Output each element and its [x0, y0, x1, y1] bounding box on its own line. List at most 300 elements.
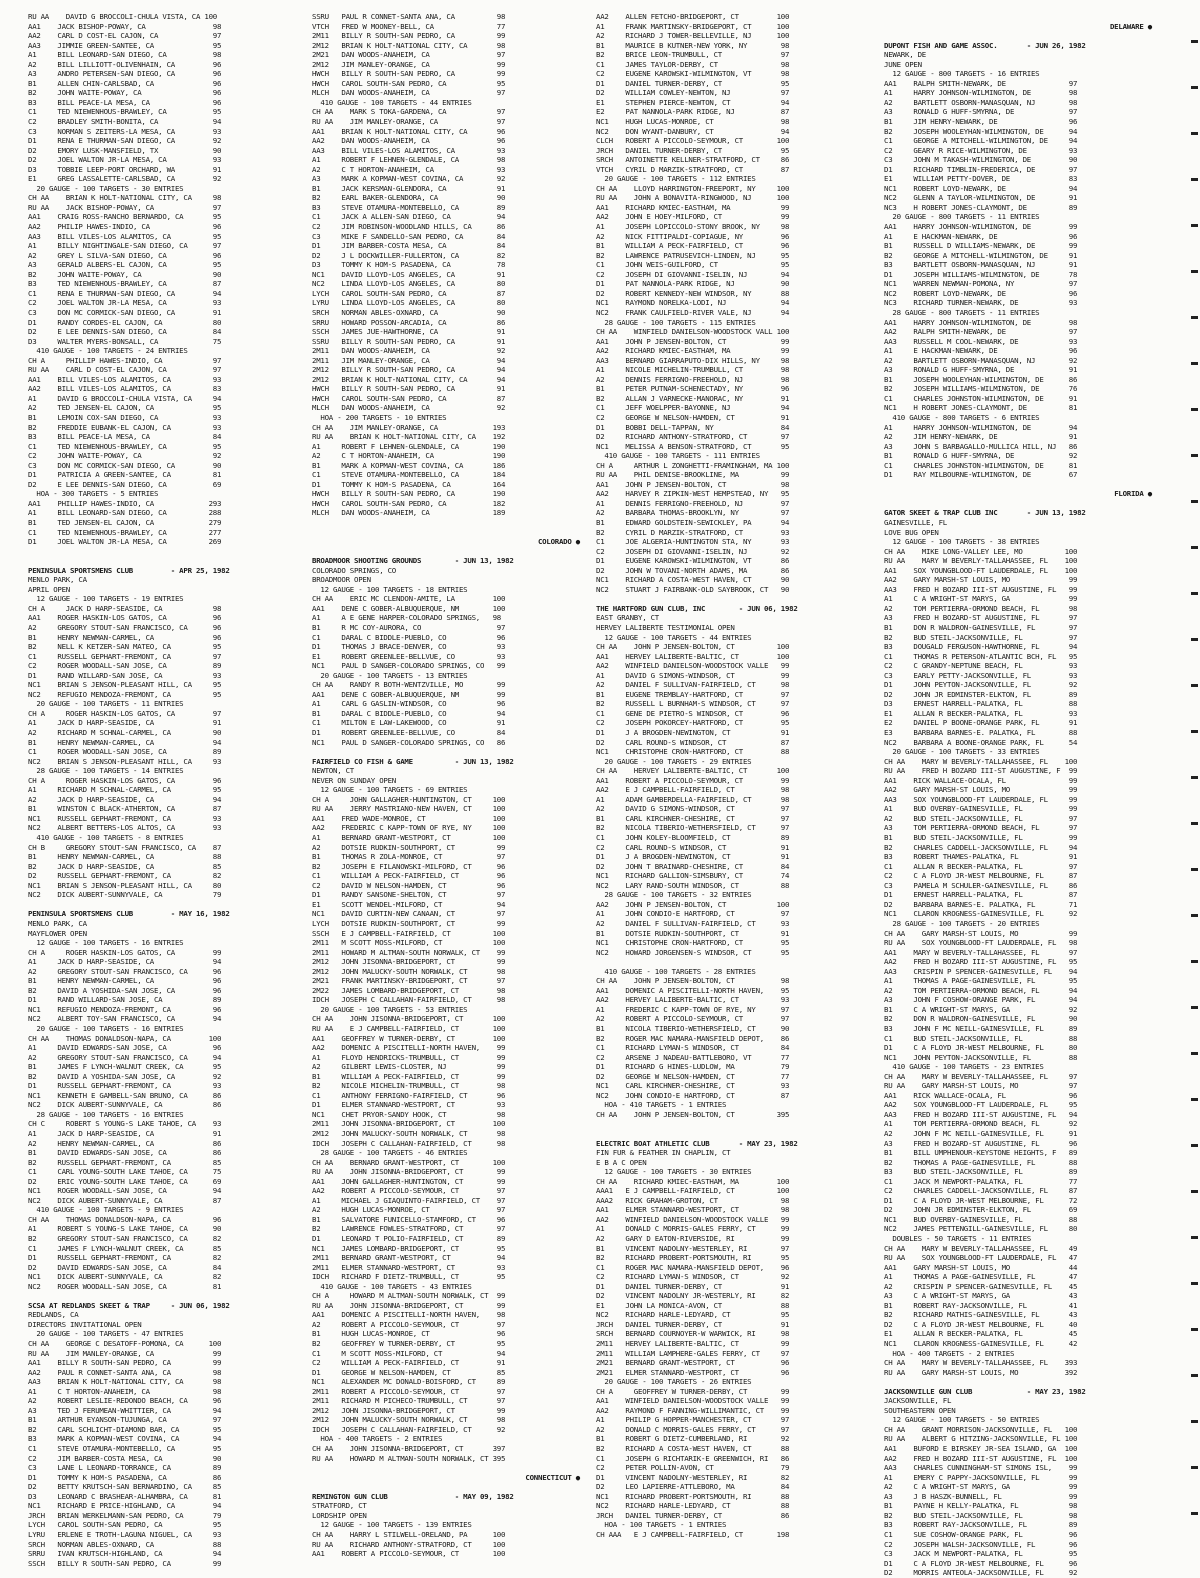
result-line: AA3 FRED H BOZARD III-ST AUGUSTINE, FL 99 [884, 584, 1078, 594]
result-line: C2 JOHN WAITE-POWAY, CA 92 [28, 451, 222, 461]
result-line: NC1 CHRISTOPHE CRON-HARTFORD, CT 88 [596, 747, 790, 757]
result-line: A1 HARRY JOHNSON-WILMINGTON, DE 98 [884, 88, 1078, 98]
result-line: RU AA DAVID G BROCCOLI-CHULA VISTA, CA 100 [28, 12, 217, 21]
result-line: A2 BARBARA THOMAS-BROOKLYN, NY 97 [596, 508, 790, 518]
result-line: B2 NELL K KETZER-SAN MATEO, CA 95 [28, 642, 222, 652]
result-line: C2 C GRANDY-NEPTUNE BEACH, FL 93 [884, 661, 1078, 671]
result-line: D2 DAVID EDWARDS-SAN JOSE, CA 84 [28, 1262, 222, 1272]
result-line: B2 THOMAS A PAGE-GAINESVILLE, FL 88 [884, 1157, 1078, 1167]
result-line: CH AA MIKE LONG-VALLEY LEE, MO 100 [884, 546, 1078, 556]
result-line: A2 ROBERT LESLIE-REDONDO BEACH, CA 96 [28, 1396, 222, 1406]
result-line: A1 FREDERIC C KAPP-TOWN OF RYE, NY 97 [596, 1004, 790, 1014]
event-header: 12 GAUGE - 100 TARGETS - 38 ENTRIES [884, 537, 1040, 547]
result-line: NC2 ALBERT TOY-SAN FRANCISCO, CA 94 [28, 1014, 222, 1024]
club-header: ELECTRIC BOAT ATHLETIC CLUB - MAY 23, 1982 [596, 1138, 798, 1148]
edge-mark [1191, 1328, 1198, 1331]
result-line: D2 ROBERT KENNEDY-NEW WINDSOR, NY 88 [596, 288, 790, 298]
result-line: JRCH DANIEL TURNER-DERBY, CT 86 [596, 1510, 790, 1520]
result-line: AA2 CARL D COST-EL CAJON, CA 97 [28, 31, 222, 41]
result-line: D1 C A FLOYD JR-WEST MELBOURNE, FL 72 [884, 1195, 1078, 1205]
result-line: AA1 BRIAN K HOLT-NATIONAL CITY, CA 96 [312, 126, 506, 136]
result-line: JRCH DANIEL TURNER-DERBY, CT 95 [596, 145, 790, 155]
result-line: B2 RICHARD MATHIS-GAINESVILLE, FL 43 [884, 1310, 1078, 1320]
edge-mark [1191, 776, 1198, 779]
result-line: AA2 PAUL R CONNET-SANTA ANA, CA 98 [28, 1367, 222, 1377]
edge-mark [1191, 914, 1198, 917]
result-line: C3 JOHN M TAKASH-WILMINGTON, DE 90 [884, 155, 1078, 165]
result-line: A1 DAVID EDWARDS-SAN JOSE, CA 96 [28, 1043, 222, 1053]
result-line: RU AA JACK BISHOP-POWAY, CA 97 [28, 202, 222, 212]
result-line: B2 JOSEPH E FILANOWSKI-MILFORD, CT 96 [312, 861, 506, 871]
result-line: B2 GEORGE A MITCHELL-WILMINGTON, DE 91 [884, 250, 1078, 260]
result-line: A1 CARL G GASLIN-WINDSOR, CO 96 [312, 699, 506, 709]
result-line: AA2 GARY MARSH-ST LOUIS, MO 99 [884, 575, 1078, 585]
result-line: A2 RICHARD M SCHNAL-CARMEL, CA 90 [28, 728, 222, 738]
result-line: NC1 HUGH LUCAS-MONROE, CT 98 [596, 117, 790, 127]
result-line: LOVE BUG OPEN [884, 527, 939, 537]
result-line: C2 JOSEPH DI GIOVANNI-ISELIN, NJ 92 [596, 546, 790, 556]
result-line: RU AA HOWARD M ALTMAN-SOUTH NORWALK, CT 395 [312, 1453, 506, 1463]
result-line: D1 GEORGE W NELSON-HAMDEN, CT 85 [312, 1367, 506, 1377]
result-line: D1 TOMMY K HOM-S PASADENA, CA 86 [28, 1472, 222, 1482]
result-line: AA1 JACK BISHOP-POWAY, CA 98 [28, 21, 222, 31]
result-line: AA2 FRED H BOZARD III-ST AUGUSTINE, FL 95 [884, 957, 1078, 967]
result-line: NC1 ROGER WOODALL-SAN JOSE, CA 94 [28, 1186, 222, 1196]
result-line: AA1 JOHN P JENSEN-BOLTON, CT 99 [596, 336, 790, 346]
result-line: A3 FRED H BOZARD-ST AUGUSTINE, FL 96 [884, 1138, 1078, 1148]
result-line: D1 DANIEL TURNER-DERBY, CT 95 [596, 78, 790, 88]
result-line: 2M12 BRIAN K HOLT-NATIONAL CITY, CA 94 [312, 374, 506, 384]
result-line: A2 GREGORY STOUT-SAN FRANCISCO, CA 96 [28, 623, 222, 632]
result-line: CH AA ERIC MC CLENDON-AMITE, LA 100 [312, 594, 506, 604]
result-line: RU AA JOHN JISONNA-BRIDGEPORT, CT 99 [312, 1167, 506, 1177]
result-line: NEVER ON SUNDAY OPEN [312, 775, 396, 785]
result-line: 2M12 JOHN MALUCKY-SOUTH NORWALK, CT 98 [312, 1415, 506, 1425]
result-line: LYCH CAROL SOUTH-SAN PEDRO, CA 95 [28, 1520, 222, 1530]
result-line: B3 BARTLETT OSBORN-MANASQUAN, NJ 91 [884, 260, 1078, 270]
result-line: D1 VINCENT NADOLNY-WESTERLEY, RI 82 [596, 1472, 790, 1482]
result-line: C1 JAMES F LYNCH-WALNUT CREEK, CA 85 [28, 1243, 222, 1253]
result-line: D1 RAY MILBOURNE-WILMINGTON, DE 67 [884, 470, 1078, 480]
result-line: HWCH BILLY R SOUTH-SAN PEDRO, CA 91 [312, 384, 506, 394]
result-line: C1 BUD STEIL-JACKSONVILLE, FL 88 [884, 1033, 1078, 1043]
result-line: B1 WINSTON C BLACK-ATHERTON, CA 87 [28, 804, 222, 814]
result-line: SRCH NORMAN ABLES-OXNARD, CA 90 [312, 307, 506, 317]
result-line: AA1 JOHN P JENSEN-BOLTON, CT 98 [596, 479, 790, 489]
result-line: AA3 BERNARD GIARRAPUTO-DIX HILLS, NY 98 [596, 355, 790, 365]
result-line: LYCH CAROL SOUTH-SAN PEDRO, CA 87 [312, 288, 506, 298]
result-line: D3 TOBBIE LEEP-PORT ORCHARD, WA 91 [28, 164, 222, 174]
result-line: C1 STEVE OTAMURA-MONTEBELLO, CA 95 [28, 1444, 222, 1454]
result-line: NC1 WARREN NEWMAN-POMONA, NY 97 [884, 279, 1078, 289]
result-line: A2 C T HORTON-ANAHEIM, CA 190 [312, 451, 506, 461]
result-line: B1 JAMES F LYNCH-WALNUT CREEK, CA 95 [28, 1062, 222, 1072]
result-line: 2M21 ELMER STANNARD-WESTPORT, CT 96 [596, 1367, 790, 1377]
result-line: C2 JOSEPH POKORCEY-HARTFORD, CT 95 [596, 718, 790, 728]
edge-mark [1191, 1374, 1198, 1377]
result-line: AA1 DOMENIC A PISCITELLI-NORTH HAVEN, 95 [596, 985, 790, 995]
result-line: C1 CHARLES JOHNSTON-WILMINGTON, DE 91 [884, 393, 1078, 403]
result-line: NC1 BRIAN S JENSON-PLEASANT HILL, CA 95 [28, 680, 222, 690]
result-line: B1 VINCENT NADOLNY-WESTERLEY, RI 97 [596, 1243, 790, 1253]
result-line: C1 GENE DE PIETRO-S WINDSOR, CT 96 [596, 708, 790, 718]
result-line: AA3 CHARLES CUNNINGHAM-ST SIMONS ISL, 99 [884, 1463, 1078, 1473]
result-line: A2 TOM PERTIERRA-ORMOND BEACH, FL 98 [884, 603, 1078, 613]
result-line: B1 SALVATORE FUNICELLO-STAMFORD, CT 96 [312, 1214, 506, 1224]
result-line: B2 BUD STEIL-JACKSONVILLE, FL 97 [884, 632, 1078, 642]
result-line: C3 EARLY PETTY-JACKSONVILLE, FL 93 [884, 670, 1078, 680]
result-line: A1 ROBERT F LEHNEN-GLENDALE, CA 98 [312, 155, 506, 165]
result-line: CH AA WINFIELD DANIELSON-WOODSTOCK VALL 100 [596, 327, 790, 337]
result-line: D1 J A BROGDEN-NEWINGTON, CT 91 [596, 728, 790, 738]
event-header: 20 GAUGE - 100 TARGETS - 112 ENTRIES [596, 174, 756, 184]
result-line: 2M21 DAN WOODS-ANAHEIM, CA 97 [312, 50, 506, 60]
result-line: D2 E LEE DENNIS-SAN DIEGO, CA 84 [28, 327, 222, 337]
result-line: NC1 H ROBERT JONES-CLAYMONT, DE 81 [884, 403, 1078, 413]
result-line: 2M12 BILLY R SOUTH-SAN PEDRO, CA 94 [312, 365, 506, 375]
event-header: 410 GAUGE - 100 TARGETS - 44 ENTRIES [312, 97, 472, 107]
result-line: RU AA PHIL DENISE-BROOKLINE, MA 99 [596, 470, 790, 480]
event-header: 28 GAUGE - 100 TARGETS - 115 ENTRIES [596, 317, 756, 327]
result-line: D1 LEONARD T POLIO-FAIRFIELD, CT 89 [312, 1234, 506, 1243]
result-line: A3 C A WRIGHT-ST MARYS, GA 43 [884, 1291, 1078, 1301]
result-line: NC1 MELISSA A BENSON-STRATFORD, CT 95 [596, 441, 790, 451]
result-line: E1 ROBERT GREENLEE-BELLVUE, CO 93 [312, 651, 506, 661]
result-line: D1 RUSSELL GEPHART-FREMONT, CA 82 [28, 1253, 222, 1263]
result-line: D1 RANDY SANSONE-SHELTON, CT 97 [312, 890, 506, 900]
club-header: BROADMOOR SHOOTING GROUNDS - JUN 13, 1982 [312, 556, 514, 566]
result-line: AA2 FREDERIC C KAPP-TOWN OF RYE, NY 100 [312, 823, 506, 833]
result-line: B2 JOSEPH WILLIAMS-WILMINGTON, DE 76 [884, 384, 1078, 394]
result-line: NC2 DON WYANT-DANBURY, CT 94 [596, 126, 790, 136]
result-line: B1 EDWARD GOLDSTEIN-SEWICKLEY, PA 94 [596, 517, 790, 527]
blank-line [312, 1482, 584, 1492]
result-line: AA1 BILLY R SOUTH-SAN PEDRO, CA 99 [28, 1358, 222, 1368]
result-line: A1 EMERY C PAPPY-JACKSONVILLE, FL 99 [884, 1472, 1078, 1482]
result-line: C1 TED NIEWENHOUS-BRAWLEY, CA 95 [28, 107, 222, 117]
result-line: B2 JOHN WAITE-POWAY, CA 90 [28, 269, 222, 279]
result-line: D1 RAND WILLARD-SAN JOSE, CA 93 [28, 670, 222, 680]
result-line: B1 MARK A KOPMAN-WEST COVINA, CA 186 [312, 460, 506, 470]
result-line: NC2 DICK AUBERT-SUNNYVALE, CA 87 [28, 1195, 222, 1205]
result-line: LYRU ERLENE E TROTH-LAGUNA NIGUEL, CA 93 [28, 1529, 222, 1539]
result-line: 2M12 JIM MANLEY-ORANGE, CA 99 [312, 59, 506, 69]
result-line: NC1 PAUL D SANGER-COLORADO SPRINGS, CO 86 [312, 737, 506, 747]
result-line: B3 JOHN F MC NEILL-GAINESVILLE, FL 89 [884, 1023, 1078, 1033]
result-line: B2 CARL SCHLICHT-DIAMOND BAR, CA 95 [28, 1424, 222, 1434]
result-line: LYRU LINDA LLOYD-LOS ANGELES, CA 80 [312, 298, 506, 308]
edge-mark [1191, 1466, 1198, 1469]
result-line: JRCH DANIEL TURNER-DERBY, CT 91 [596, 1319, 790, 1329]
club-header: REMINGTON GUN CLUB - MAY 09, 1982 [312, 1491, 514, 1501]
result-line: AAA2 RICK GRAHAM-GROTON, CT 98 [596, 1195, 790, 1205]
club-header: PENINSULA SPORTSMENS CLUB - MAY 16, 1982 [28, 909, 230, 919]
result-line: E1 STEPHEN PIERCE-NEWTON, CT 94 [596, 97, 790, 107]
result-line: JACKSONVILLE, FL [884, 1396, 952, 1406]
club-header: GATOR SKEET & TRAP CLUB INC - JUN 13, 1982 [884, 508, 1086, 518]
event-header: 12 GAUGE - 100 TARGETS - 18 ENTRIES [312, 584, 468, 594]
result-line: AA2 SOX YOUNGBLOOD-FT LAUDERDALE, FL 95 [884, 1100, 1078, 1110]
result-line: D1 RAND WILLARD-SAN JOSE, CA 89 [28, 995, 222, 1005]
result-line: A2 BARTLETT OSBORN-MANASQUAN, NJ 98 [884, 97, 1078, 107]
result-line: SSCH E J CAMPBELL-FAIRFIELD, CT 100 [312, 928, 506, 938]
edge-mark [1191, 408, 1198, 411]
result-line: B2 BUD STEIL-JACKSONVILLE, FL 98 [884, 1510, 1078, 1520]
result-line: RU AA MARY W BEVERLY-TALLAHASSEE, FL 100 [884, 556, 1078, 566]
result-line: B1 HENRY NEWMAN-CARMEL, CA 88 [28, 852, 222, 862]
result-line: AA2 JOHN P JENSEN-BOLTON, CT 100 [596, 899, 790, 909]
result-line: C1 JOHN KOLEY-BLOOMFIELD, CT 89 [596, 833, 790, 843]
result-line: RU AA JIM MANLEY-ORANGE, CA 99 [28, 1348, 222, 1358]
edge-mark [1191, 316, 1198, 319]
result-line: A1 JOHN CONDIO-E HARTFORD, CT 97 [596, 909, 790, 919]
result-line: A1 NICOLE MICHELIN-TRUMBULL, CT 98 [596, 365, 790, 375]
result-line: AA2 HARVEY R ZIPKIN-WEST HEMPSTEAD, NY 95 [596, 489, 790, 499]
result-line: B1 JIM HENRY-NEWARK, DE 96 [884, 117, 1078, 127]
result-line: B2 GREGORY STOUT-SAN FRANCISCO, CA 82 [28, 1234, 222, 1243]
result-line: DIRECTORS INVITATIONAL OPEN [28, 1319, 142, 1329]
result-line: AA1 RICK WALLACE-OCALA, FL 96 [884, 1090, 1078, 1100]
result-line: A1 ADAM GAMBERDELLA-FAIRFIELD, CT 98 [596, 794, 790, 804]
blank-line [596, 1119, 868, 1129]
result-line: MAYFLOWER OPEN [28, 928, 87, 938]
result-line: D2 JOHN JR EDMINSTER-ELKTON, FL 69 [884, 1205, 1078, 1215]
result-line: NC2 LARY RAND-SOUTH WINDSOR, CT 88 [596, 880, 790, 890]
result-line: A1 RICHARD M SCHNAL-CARMEL, CA 95 [28, 785, 222, 795]
result-line: AA1 FRED WADE-MONROE, CT 100 [312, 813, 506, 823]
result-line: B2 RUSSELL L BURNHAM-S WINDSOR, CT 97 [596, 699, 790, 709]
result-line: A2 DONALD C MORRIS-GALES FERRY, CT 97 [596, 1424, 790, 1434]
result-line: E B A C OPEN [596, 1157, 647, 1167]
edge-mark [1191, 40, 1198, 43]
result-line: SSCH JAMES JUE-HAWTHORNE, CA 91 [312, 327, 506, 337]
event-header: 28 GAUGE - 100 TARGETS - 46 ENTRIES [312, 1148, 468, 1158]
blank-line [312, 1463, 584, 1473]
club-header: FAIRFIELD CO FISH & GAME - JUN 13, 1982 [312, 756, 514, 766]
edge-mark [1191, 454, 1198, 457]
result-line: SSRU PAUL R CONNET-SANTA ANA, CA 98 [312, 12, 506, 21]
result-line: 2M12 BRIAN K HOLT-NATIONAL CITY, CA 98 [312, 40, 506, 50]
result-line: AA3 RUSSELL M COOL-NEWARK, DE 93 [884, 336, 1078, 346]
result-line: CH A ROGER HASKIN-LOS GATOS, CA 99 [28, 947, 222, 957]
result-line: B3 BILL PEACE-LA MESA, CA 96 [28, 97, 222, 107]
result-line: E1 SCOTT WENDEL-MILFORD, CT 94 [312, 899, 506, 909]
result-line: D2 RICHARD ANTHONY-STRATFORD, CT 97 [596, 432, 790, 442]
result-line: A1 TOM PERTIERRA-ORMOND BEACH, FL 92 [884, 1119, 1078, 1129]
result-line: C2 WILLIAM A PECK-FAIRFIELD, CT 91 [312, 1358, 506, 1368]
result-line: RU AA E J CAMPBELL-FAIRFIELD, CT 100 [312, 1023, 506, 1033]
result-line: AA3 BRIAN K HOLT-NATIONAL CITY, CA 98 [28, 1377, 222, 1387]
result-line: C2 JOEL WALTON JR-LA MESA, CA 93 [28, 298, 222, 308]
result-line: SRRU HOWARD POSSON-ARCADIA, CA 86 [312, 317, 506, 327]
result-line: D2 RUSSELL GEPHART-FREMONT, CA 82 [28, 871, 222, 881]
result-line: A3 J B HASZK-BUNNELL, FL 99 [884, 1491, 1078, 1501]
event-header: HOA - 400 TARGETS - 2 ENTRIES [884, 1348, 1015, 1358]
result-line: CH AA GEORGE C DESATOFF-POMONA, CA 100 [28, 1339, 222, 1349]
result-line: CH AA GARY MARSH-ST LOUIS, MO 99 [884, 928, 1078, 938]
result-line: LYCH DOTSIE RUDKIN-SOUTHPORT, CT 99 [312, 918, 506, 928]
result-line: D2 J L DOCKWILLER-FULLERTON, CA 82 [312, 250, 506, 260]
result-line: CH AA RANDY R BOTH-WENTZVILLE, MO 99 [312, 680, 506, 690]
result-line: E2 DANIEL P BOONE-ORANGE PARK, FL 91 [884, 718, 1078, 728]
result-line: RU AA GARY MARSH-ST LOUIS, MO 392 [884, 1367, 1078, 1377]
result-line: IDCH JOSEPH C CALLAHAN-FAIRFIELD, CT 98 [312, 1138, 506, 1148]
blank-line [312, 528, 584, 538]
result-line: APRIL OPEN [28, 584, 70, 594]
result-line: C1 MILTON E LAW-LAKEWOOD, CO 91 [312, 718, 506, 728]
result-line: AA1 RALPH SMITH-NEWARK, DE 97 [884, 78, 1078, 88]
club-header: JACKSONVILLE GUN CLUB - MAY 23, 1982 [884, 1386, 1086, 1396]
event-header: 410 GAUGE - 100 TARGETS - 24 ENTRIES [28, 346, 188, 356]
result-line: CH AA JIM MANLEY-ORANGE, CA 193 [312, 422, 506, 432]
result-line: C1 JACK A ALLEN-SAN DIEGO, CA 94 [312, 212, 506, 222]
result-line: NC1 DAVID LLOYD-LOS ANGELES, CA 91 [312, 269, 506, 279]
result-line: B2 RICHARD A COSTA-WEST HAVEN, CT 88 [596, 1444, 790, 1454]
result-line: D2 JOHN JR EDMINSTER-ELKTON, FL 89 [884, 689, 1078, 699]
result-line: NC2 LINDA LLOYD-LOS ANGELES, CA 80 [312, 279, 506, 289]
result-line: CH A JOHN GALLAGHER-HUNTINGTON, CT 100 [312, 794, 506, 804]
edge-mark [1191, 1420, 1198, 1423]
result-line: D1 RANDY CORDES-EL CAJON, CA 80 [28, 317, 222, 327]
result-line: B1 LEMOIN COX-SAN DIEGO, CA 93 [28, 412, 222, 422]
result-line: B1 DOTSIE RUDKIN-SOUTHPORT, CT 91 [596, 928, 790, 938]
result-line: B1 HENRY NEWMAN-CARMEL, CA 96 [28, 632, 222, 642]
event-header: 20 GAUGE - 100 TARGETS - 16 ENTRIES [28, 1023, 184, 1033]
result-line: B2 ALLAN J VARNECKE-MANORAC, NY 91 [596, 393, 790, 403]
result-line: D2 CARL ROUND-S WINDSOR, CT 87 [596, 737, 790, 747]
result-line: C1 JAMES TAYLOR-DERBY, CT 98 [596, 59, 790, 69]
edge-mark [1191, 684, 1198, 687]
event-header: 410 GAUGE - 100 TARGETS - 43 ENTRIES [312, 1281, 472, 1291]
result-line: MLCH DAN WOODS-ANAHEIM, CA 92 [312, 403, 506, 413]
result-line: AA1 HERVEY LALIBERTE-BALTIC, CT 100 [596, 651, 790, 661]
result-line: B1 ROBERT RAY-JACKSONVILLE, FL 41 [884, 1300, 1078, 1310]
result-line: A2 BILL LILLIOTT-OLIVENHAIN, CA 96 [28, 59, 222, 69]
result-line: B2 NICOLA TIBERIO-WETHERSFIELD, CT 97 [596, 823, 790, 833]
result-line: A1 E HACKMAN-NEWARK, DE 96 [884, 346, 1078, 356]
result-line: AA1 SOX YOUNGBLOOD-FT LAUDERDALE, FL 100 [884, 565, 1078, 575]
result-line: AA3 SOX YOUNGBLOOD-FT LAUDERDALE, FL 99 [884, 794, 1078, 804]
result-line: A2 CRISPIN P SPENCER-GAINESVILLE, FL 45 [884, 1281, 1078, 1291]
result-line: NC2 HOWARD JORGENSEN-S WINDSOR, CT 95 [596, 947, 790, 957]
event-header: 20 GAUGE - 100 TARGETS - 13 ENTRIES [312, 670, 468, 680]
result-line: NC1 RICHARD GALLION-SIMSBURY, CT 74 [596, 871, 790, 881]
result-line: B1 WILLIAM A PECK-FAIRFIELD, CT 96 [596, 241, 790, 251]
result-line: CH AA JOHN JISONNA-BRIDGEPORT, CT 100 [312, 1014, 506, 1024]
result-line: C1 THOMAS R PETERSON-ATLANTIC BCH, FL 95 [884, 651, 1078, 661]
result-line: IDCH JOSEPH C CALLAHAN-FAIRFIELD, CT 98 [312, 995, 506, 1005]
result-line: AA1 BUFORD E BIRSKEY JR-SEA ISLAND, GA 100 [884, 1444, 1078, 1454]
result-line: A2 TOM PERTIERRA-ORMOND BEACH, FL 94 [884, 985, 1078, 995]
result-line: A3 RONALD G HUFF-SMYRNA, DE 91 [884, 365, 1078, 375]
result-line: D1 JOEL WALTON JR-LA MESA, CA 269 [28, 537, 222, 547]
result-line: C3 NORMAN S ZEITERS-LA MESA, CA 93 [28, 126, 222, 136]
event-header: 410 GAUGE - 100 TARGETS - 9 ENTRIES [28, 1205, 184, 1215]
result-line: CH AA MARY W BEVERLY-TALLAHASSEE, FL 100 [884, 756, 1078, 766]
result-line: D2 C A FLOYD JR-WEST MELBOURNE, FL 40 [884, 1319, 1078, 1329]
result-line: 2M11 BILLY R SOUTH-SAN PEDRO, CA 99 [312, 31, 506, 41]
event-header: DOUBLES - 50 TARGETS - 11 ENTRIES [884, 1234, 1031, 1243]
result-line: CH AAA E J CAMPBELL-FAIRFIELD, CT 198 [596, 1529, 790, 1539]
result-line: C1 ROGER WOODALL-SAN JOSE, CA 89 [28, 747, 222, 757]
result-line: A1 ROBERT F LEHNEN-GLENDALE, CA 190 [312, 441, 506, 451]
result-line: JUNE OPEN [884, 59, 922, 69]
result-line: B1 JOSEPH WOOLEYHAN-WILMINGTON, DE 86 [884, 374, 1078, 384]
result-line: A1 JACK D HARP-SEASIDE, CA 94 [28, 957, 222, 967]
result-line: AA2 FRED H BOZARD III-ST AUGUSTINE, FL 100 [884, 1453, 1078, 1463]
result-line: A2 DANIEL F SULLIVAN-FAIRFIELD, CT 93 [596, 918, 790, 928]
result-line: C3 DON MC CORMICK-SAN DIEGO, CA 91 [28, 307, 222, 317]
result-line: B3 DOUGALD FERGUSON-HAWTHORNE, FL 94 [884, 642, 1078, 652]
club-header: THE HARTFORD GUN CLUB, INC - JUN 06, 1982 [596, 603, 798, 613]
edge-mark [1191, 1098, 1198, 1101]
result-line: C2 CARL ROUND-S WINDSOR, CT 91 [596, 842, 790, 852]
result-line: A1 JOSEPH LOPICCOLO-STONY BROOK, NY 98 [596, 222, 790, 232]
event-header: 20 GAUGE - 100 TARGETS - 26 ENTRIES [596, 1377, 752, 1387]
result-line: AA2 ALLEN FETCHO-BRIDGEPORT, CT 100 [596, 12, 790, 21]
result-line: CH AA MARY W BEVERLY-TALLAHASSEE, FL 49 [884, 1243, 1078, 1253]
result-line: 2M12 JOHN MALUCKY-SOUTH NORWALK, CT 98 [312, 1128, 506, 1138]
result-line: AA2 DAN WOODS-ANAHEIM, CA 96 [312, 136, 506, 146]
result-line: D3 LEONARD C BRASHEAR-ALHAMBRA, CA 81 [28, 1491, 222, 1501]
result-line: C2 RICHARD LYMAN-S WINDSOR, CT 92 [596, 1272, 790, 1282]
result-line: C2 PETER POLLIN-AVON, CT 79 [596, 1463, 790, 1473]
blank-line [884, 480, 1156, 490]
result-line: B2 LAWRENCE FOWLES-STRATFORD, CT 97 [312, 1224, 506, 1234]
result-line: AA2 HERVEY LALIBERTE-BALTIC, CT 93 [596, 995, 790, 1005]
result-line: MLCH DAN WOODS-ANAHEIM, CA 97 [312, 88, 506, 98]
result-line: D1 ERNEST HARRELL-PALATKA, FL 87 [884, 890, 1078, 900]
result-line: RU AA GARY MARSH-ST LOUIS, MO 97 [884, 1081, 1078, 1091]
result-line: C3 LANE L LEONARD-TORRANCE, CA 89 [28, 1463, 222, 1473]
result-line: C1 RENA E THURMAN-SAN DIEGO, CA 94 [28, 288, 222, 298]
result-line: VTCH FRED W MOONEY-BELL, CA 77 [312, 21, 506, 31]
result-line: C1 ROGER MAC NAMARA-MANSFIELD DEPOT, 96 [596, 1262, 790, 1272]
result-line: GAINESVILLE, FL [884, 517, 947, 527]
result-line: A2 DENNIS FERRIGNO-FREEHOLD, NJ 98 [596, 374, 790, 384]
result-line: B2 NICOLE MICHELIN-TRUMBULL, CT 98 [312, 1081, 506, 1091]
result-line: C1 JOHN WEIS-GUILFORD, CT 95 [596, 260, 790, 270]
result-line: C3 MIKE F SANDELLO-SAN PEDRO, CA 84 [312, 231, 506, 241]
blank-line [28, 547, 300, 557]
result-line: AA2 RICHARD KMIEC-EASTHAM, MA 99 [596, 346, 790, 356]
result-line: CH C ROBERT S YOUNG-S LAKE TAHOE, CA 93 [28, 1119, 222, 1129]
event-header: 410 GAUGE - 100 TARGETS - 28 ENTRIES [596, 966, 756, 976]
result-line: D2 ERIC YOUNG-SOUTH LAKE TAHOE, CA 69 [28, 1176, 222, 1186]
result-line: RU AA JERRY MASTRIANO-NEW HAVEN, CT 100 [312, 804, 506, 814]
result-line: CH A ROGER HASKIN-LOS GATOS, CA 96 [28, 775, 222, 785]
result-line: C1 TED NIEWENHOUS-BRAWLEY, CA 277 [28, 527, 222, 537]
result-line: C3 PAMELA M SCHULER-GAINESVILLE, FL 86 [884, 880, 1078, 890]
event-header: 12 GAUGE - 100 TARGETS - 16 ENTRIES [28, 938, 184, 948]
result-line: AA1 HARRY JOHNSON-WILMINGTON, DE 99 [884, 222, 1078, 232]
edge-mark [1191, 546, 1198, 549]
result-line: B2 JACK D HARP-SEASIDE, CA 85 [28, 861, 222, 871]
event-header: 20 GAUGE - 100 TARGETS - 33 ENTRIES [884, 747, 1040, 757]
event-header: 12 GAUGE - 100 TARGETS - 139 ENTRIES [312, 1520, 472, 1530]
result-line: E2 PAT NANNOLA-PARK RIDGE, NJ 87 [596, 107, 790, 117]
result-line: 2M11 HERVEY LALIBERTE-BALTIC, CT 99 [596, 1339, 790, 1349]
result-line: A1 BERNARD GRANT-WESTPORT, CT 100 [312, 833, 506, 843]
result-line: A1 BILLY NIGHTINGALE-SAN DIEGO, CA 97 [28, 241, 222, 251]
result-line: C1 JEFF WOELPPER-BAYONNE, NJ 94 [596, 403, 790, 413]
result-line: C2 JOSEPH DI GIOVANNI-ISELIN, NJ 94 [596, 269, 790, 279]
result-line: SOUTHEASTERN OPEN [884, 1405, 956, 1415]
result-line: C2 EUGENE KAROWSKI-WILMINGTON, VT 98 [596, 69, 790, 79]
result-line: A1 JACK D HARP-SEASIDE, CA 91 [28, 1128, 222, 1138]
result-line: A1 A E GENE HARPER-COLORADO SPRINGS, 98 [312, 613, 501, 623]
result-line: B1 C A WRIGHT-ST MARYS, GA 92 [884, 1004, 1078, 1014]
